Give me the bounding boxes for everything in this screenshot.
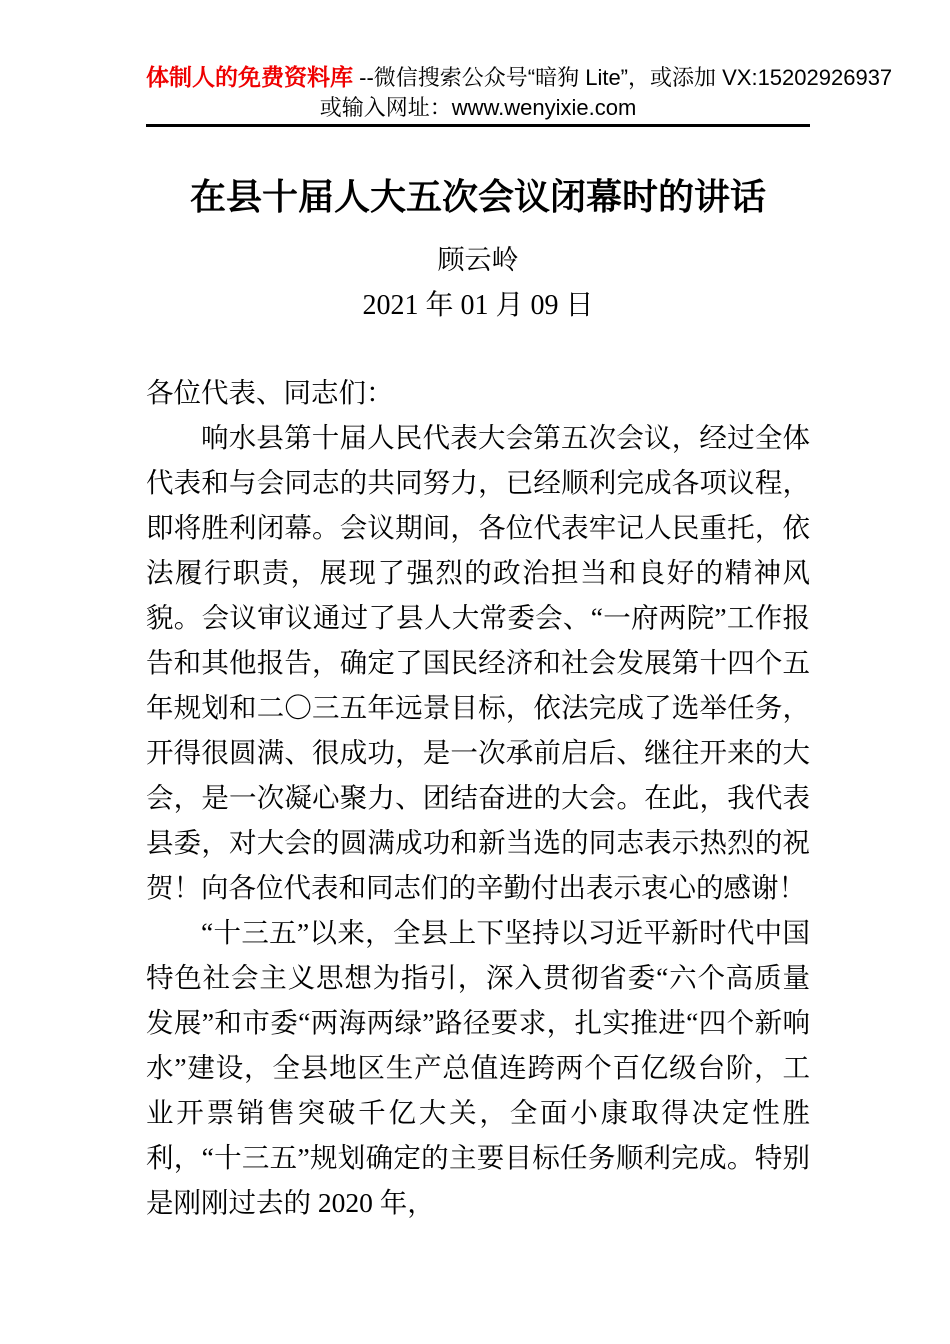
promo-header bbox=[146, 0, 893, 127]
paragraph-body-2: “十三五”以来，全县上下坚持以习近平新时代中国特色社会主义思想为指引，深入贯彻省委“六个高质量发展”和市委“两海两绿”路径要求，扎实推进“四个新响水”建设，全县地区生产总值连跨两个百亿级台阶，工业开票销售突破千亿大关，全面小康取得决定性胜利，“十三五”规划确定的主要目标任务顺利完成。特别是刚刚过去的 2020 年， bbox=[146, 917, 810, 1218]
paragraph-salutation: 各位代表、同志们： bbox=[146, 377, 394, 408]
document-date: 2021 年 01 月 09 日 bbox=[362, 290, 594, 321]
promo-contact-text: --微信搜索公众号“暗狗 Lite”，或添加 VX:15202926937 bbox=[353, 65, 893, 90]
promo-website-text: 或输入网址：www.wenyixie.com bbox=[319, 95, 637, 120]
promo-header-line1 bbox=[146, 62, 893, 93]
document-title: 在县十届人大五次会议闭幕时的讲话 bbox=[189, 177, 766, 217]
paragraph-body-1: 响水县第十届人民代表大会第五次会议，经过全体代表和与会同志的共同努力，已经顺利完成各项议程，即将胜利闭幕。会议期间，各位代表牢记人民重托，依法履行职责，展现了强烈的政治担当和良好的精神风貌。会议审议通过了县人大常委会、“一府两院”工作报告和其他报告，确定了国民经济和社会发展第十四个五年规划和二〇三五年远景目标，依法完成了选举任务，开得很圆满、很成功，是一次承前启后、继往开来的大会，是一次凝心聚力、团结奋进的大会。在此，我代表县委，对大会的圆满成功和新当选的同志表示热烈的祝贺！向各位代表和同志们的辛勤付出表示衷心的感谢！ bbox=[146, 422, 810, 903]
brand-name: 体制人的免费资料库 bbox=[146, 64, 353, 90]
author-name: 顾云岭 bbox=[437, 245, 519, 275]
document-body bbox=[146, 370, 810, 1225]
